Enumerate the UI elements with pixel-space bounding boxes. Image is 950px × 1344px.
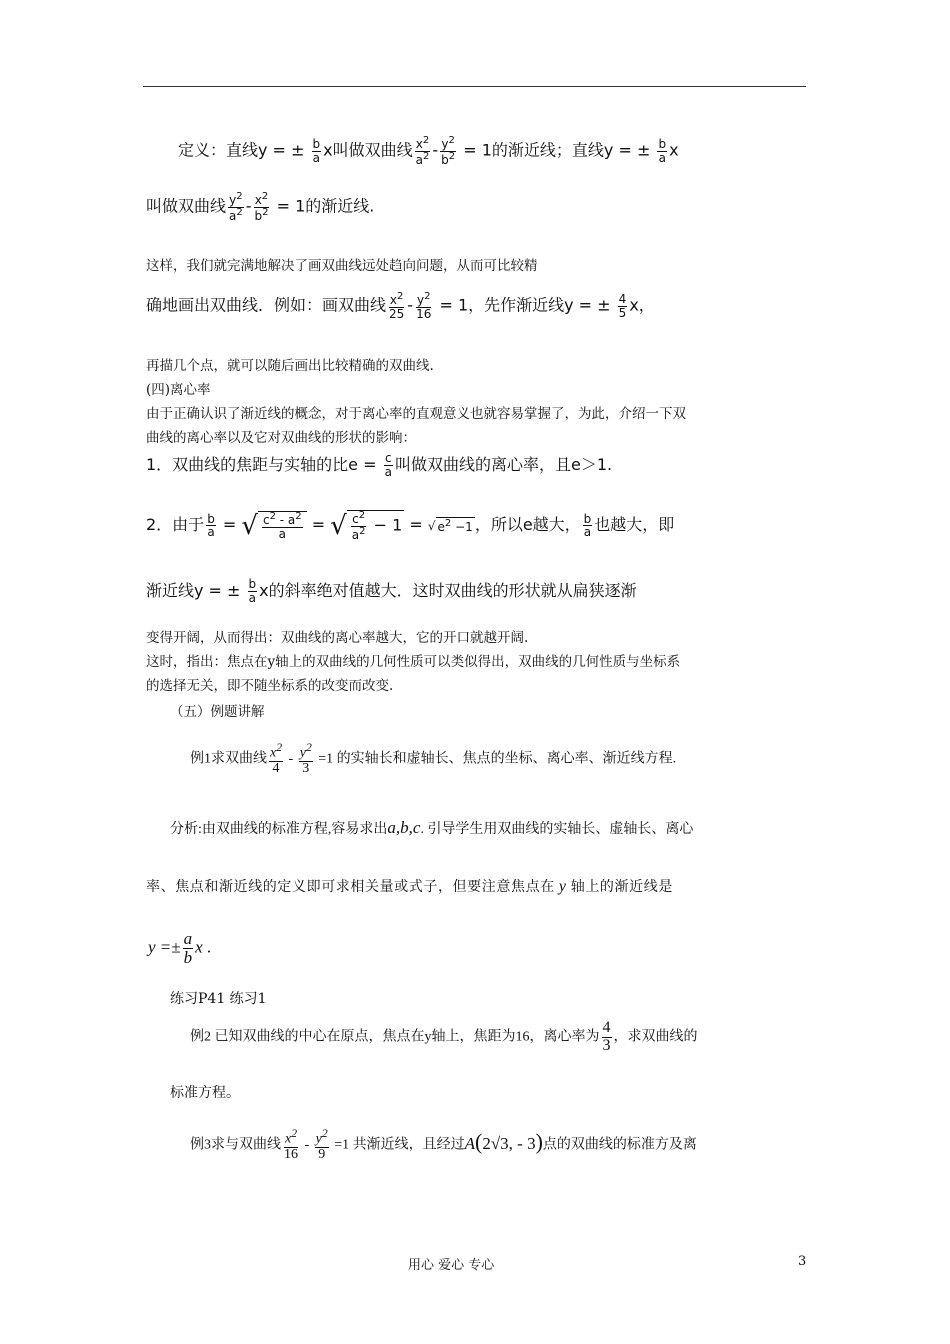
paragraph-4a: 由于正确认识了渐近线的概念，对于离心率的直观意义也就容易掌握了，为此，介绍一下双 — [146, 406, 686, 422]
analysis-line-2: 率、焦点和渐近线的定义即可求相关量或式子，但要注意焦点在 y 轴上的渐近线是 — [146, 878, 673, 895]
point-a: A(2√3, - 3) — [464, 1128, 543, 1154]
paragraph-6a: 这时，指出：焦点在y轴上的双曲线的几何性质可以类似得出，双曲线的几何性质与坐标系 — [146, 654, 681, 670]
example-1: 例1求双曲线 $\frac{x^2}{4}$ - $\frac{y^2}{3}$ =1 的实轴长和虚轴长、焦点的坐标、离心率、渐近线方程. — [190, 741, 677, 777]
fraction-4-over-3: $\frac{4}{3}$ — [602, 1019, 611, 1054]
sqrt-expression-2: √ $\frac{c^2}{a^2}$ − 1 — [330, 510, 403, 542]
fraction-x2-over-b2: $\frac{x^2}{b^2}$ — [254, 191, 269, 223]
fraction-b-over-a: $\frac{b}{a}$ — [312, 137, 321, 165]
fraction-b-over-a-2: $\frac{b}{a}$ — [658, 137, 667, 165]
fraction-x2-over-25: $\frac{x^2}{25}$ — [389, 291, 405, 321]
fraction-y2-over-9: $\frac{y^2}{9}$ — [315, 1127, 328, 1163]
fraction-y2-over-16: $\frac{y^2}{16}$ — [416, 291, 432, 321]
item-2-continued: 渐近线y = ± $\frac{b}{a}$ x的斜率绝对值越大．这时双曲线的形状就从扁狭逐渐 — [146, 577, 637, 605]
asymptote-formula: y =± $\frac{a}{b}$ x . — [148, 929, 212, 967]
paragraph-5: 变得开阔，从而得出：双曲线的离心率越大，它的开口就越开阔. — [146, 630, 529, 646]
example-2: 例2 已知双曲线的中心在原点，焦点在y轴上，焦距为16，离心率为 $\frac{4}{3}$ ，求双曲线的 — [190, 1019, 698, 1054]
fraction-b-over-a-4: $\frac{b}{a}$ — [583, 511, 592, 540]
footer-motto: 用心 爱心 专心 — [408, 1258, 495, 1273]
fraction-x2-over-16: $\frac{x^2}{16}$ — [284, 1127, 298, 1163]
paragraph-1: 这样，我们就完满地解决了画双曲线远处趋向问题，从而可比较精 — [146, 258, 538, 274]
header-rule — [143, 86, 806, 87]
analysis-line-1: 分析:由双曲线的标准方程,容易求出a,b,c. 引导学生用双曲线的实轴长、虚轴长、离心 — [170, 818, 694, 837]
fraction-y2-over-b2: $\frac{y^2}{b^2}$ — [441, 135, 456, 167]
item-2: 2．由于 $\frac{b}{a}$ = √ $\frac{c^2 - a^2}{a}$ = √ $\frac{c^2}{a^2}$ − 1 = √ $e^2 -1$ ，所以e越大， $\frac{b}{a}$ 也越大，即 — [146, 510, 675, 542]
paragraph-2: 确地画出双曲线．例如：画双曲线 $\frac{x^2}{25}$ - $\frac{y^2}{16}$ = 1，先作渐近线y = ± $\frac{4}{5}$ x， — [146, 291, 655, 321]
fraction-b-over-a-3: $\frac{b}{a}$ — [207, 511, 215, 540]
paragraph-4b: 曲线的离心率以及它对双曲线的形状的影响： — [146, 430, 416, 446]
definition-line-1: 定义：直线y = ± $\frac{b}{a}$ x叫做双曲线 $\frac{x^2}{a^2}$ - $\frac{y^2}{b^2}$ = 1的渐近线；直线y = ± $\frac{b}{a}$ x — [178, 135, 679, 167]
fraction-a-over-b: $\frac{a}{b}$ — [183, 929, 193, 967]
section-heading-4: (四)离心率 — [146, 382, 211, 398]
page-number: 3 — [798, 1254, 807, 1269]
fraction-4-over-5: $\frac{4}{5}$ — [618, 292, 627, 320]
fraction-x2-over-4: $\frac{x^2}{4}$ — [270, 741, 283, 777]
example-2-line-2: 标准方程。 — [170, 1085, 240, 1101]
fraction-y2-over-3: $\frac{y^2}{3}$ — [299, 741, 312, 777]
sqrt-expression-1: √ $\frac{c^2 - a^2}{a}$ — [241, 511, 306, 540]
practice-line: 练习P41 练习1 — [170, 991, 267, 1007]
section-heading-5: （五）例题讲解 — [170, 704, 265, 720]
paragraph-6b: 的选择无关，即不随坐标系的改变而改变. — [146, 678, 394, 694]
fraction-b-over-a-5: $\frac{b}{a}$ — [248, 577, 257, 605]
paragraph-3: 再描几个点，就可以随后画出比较精确的双曲线. — [146, 358, 434, 374]
sqrt-expression-3: √ $e^2 -1$ — [427, 518, 473, 535]
fraction-x2-over-a2: $\frac{x^2}{a^2}$ — [415, 135, 430, 167]
example-3: 例3求与双曲线 $\frac{x^2}{16}$ - $\frac{y^2}{9}$ =1 共渐近线，且经过A(2√3, - 3)点的双曲线的标准方及离 — [190, 1127, 697, 1163]
fraction-c-over-a: $\frac{c}{a}$ — [384, 451, 392, 479]
definition-line-2: 叫做双曲线 $\frac{y^2}{a^2}$ - $\frac{x^2}{b^2}$ = 1的渐近线. — [146, 191, 375, 223]
item-1: 1．双曲线的焦距与实轴的比e = $\frac{c}{a}$ 叫做双曲线的离心率，且e＞1. — [146, 451, 613, 479]
fraction-y2-over-a2: $\frac{y^2}{a^2}$ — [229, 191, 243, 223]
